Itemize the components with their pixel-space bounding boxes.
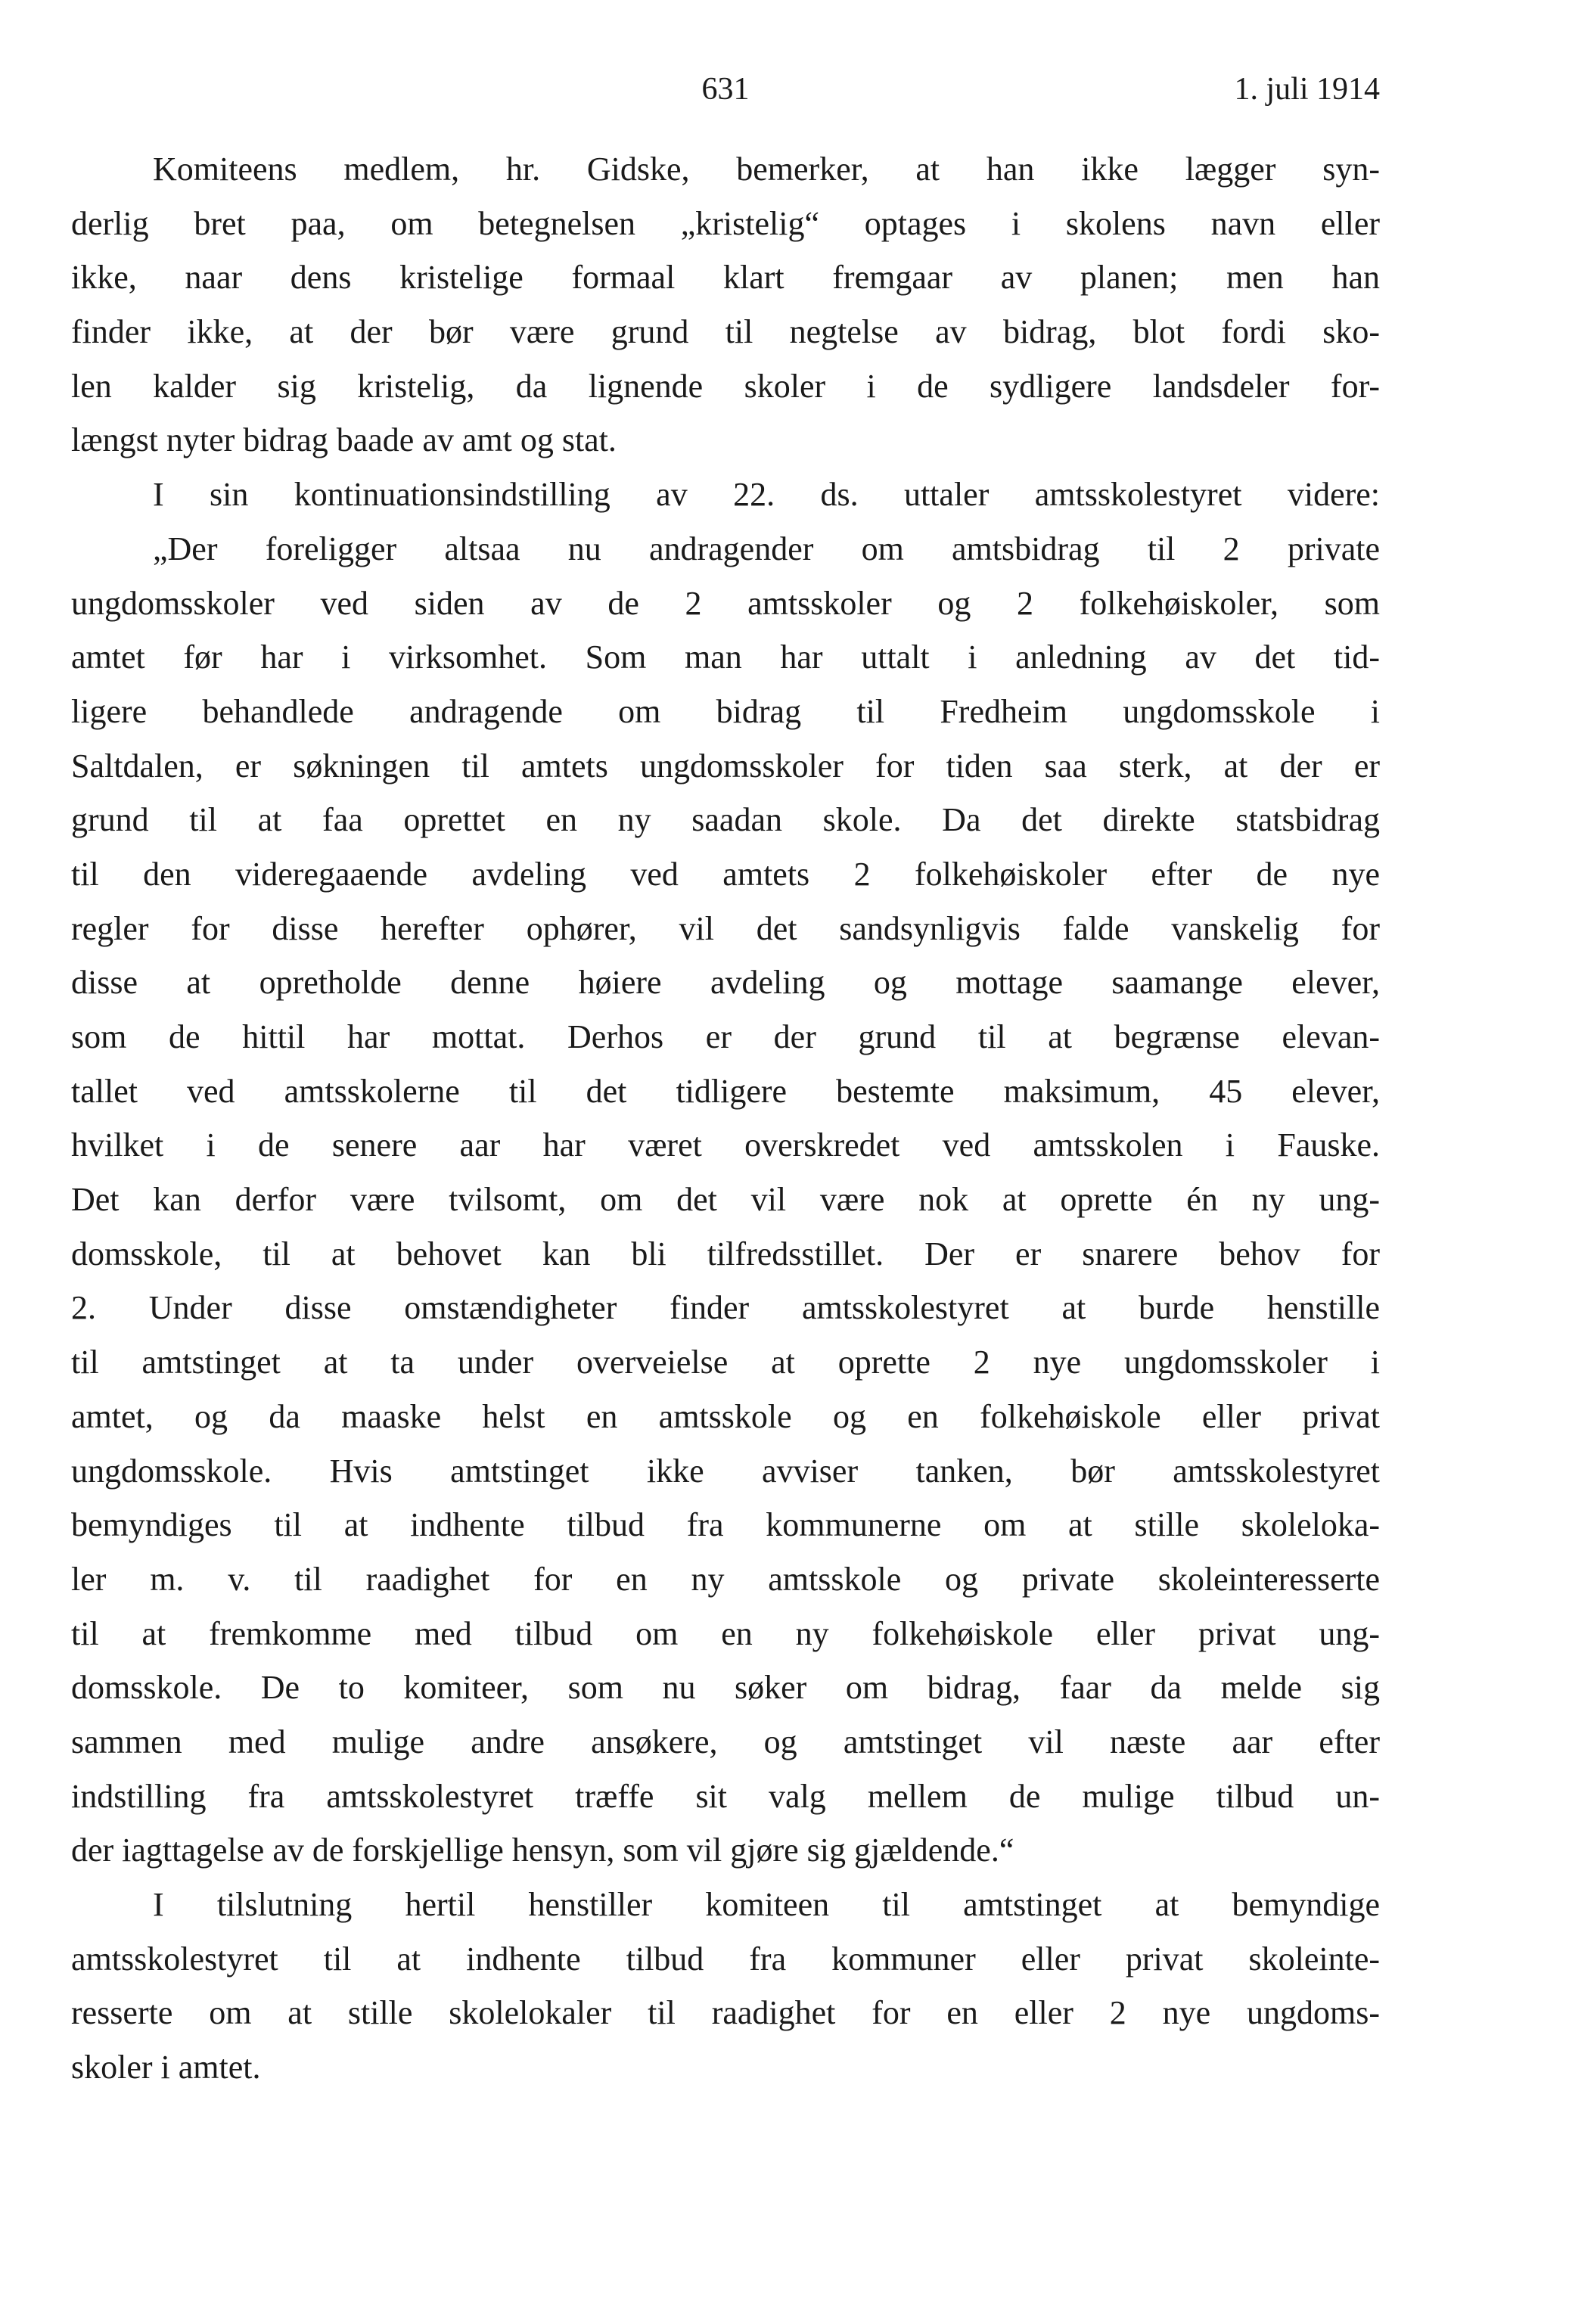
text-line: finder ikke, at der bør være grund til negtelse av bidrag, blot fordi sko- xyxy=(71,313,1380,351)
text-line: sammen med mulige andre ansøkere, og amtstinget vil næste aar efter xyxy=(71,1723,1380,1760)
text-line: 2. Under disse omstændigheter finder amtsskolestyret at burde henstille xyxy=(71,1289,1380,1327)
text-line: som de hittil har mottat. Derhos er der grund til at begrænse elevan- xyxy=(71,1018,1380,1055)
text-line: amtet, og da maaske helst en amtsskole og en folkehøiskole eller privat xyxy=(71,1397,1380,1435)
text-line: til at fremkomme med tilbud om en ny folkehøiskole eller privat ung- xyxy=(71,1614,1380,1652)
text-line: hvilket i de senere aar har været overskredet ved amtsskolen i Fauske. xyxy=(71,1126,1380,1164)
text-line: disse at opretholde denne høiere avdeling og mottage saamange elever, xyxy=(71,964,1380,1002)
text-line: resserte om at stille skolelokaler til raadighet for en eller 2 nye ungdoms- xyxy=(71,1994,1380,2032)
text-line: indstilling fra amtsskolestyret træffe sit valg mellem de mulige tilbud un- xyxy=(71,1777,1380,1815)
text-line: ungdomsskoler ved siden av de 2 amtsskoler og 2 folkehøiskoler, som xyxy=(71,584,1380,622)
text-line: til den videregaaende avdeling ved amtets 2 folkehøiskoler efter de nye xyxy=(71,855,1380,893)
text-line: amtsskolestyret til at indhente tilbud fra kommuner eller privat skoleinte- xyxy=(71,1940,1380,1978)
text-line: Saltdalen, er søkningen til amtets ungdomsskoler for tiden saa sterk, at der er xyxy=(71,747,1380,785)
text-line: Komiteens medlem, hr. Gidske, bemerker, at han ikke lægger syn- xyxy=(153,151,1380,188)
text-line: amtet før har i virksomhet. Som man har uttalt i anledning av det tid- xyxy=(71,638,1380,676)
text-line: grund til at faa oprettet en ny saadan skole. Da det direkte statsbidrag xyxy=(71,801,1380,839)
text-line: der iagttagelse av de forskjellige hensyn, som vil gjøre sig gjældende.“ xyxy=(71,1832,1014,1869)
text-line: Det kan derfor være tvilsomt, om det vil være nok at oprette én ny ung- xyxy=(71,1181,1380,1219)
text-line: „Der foreligger altsaa nu andragender om amtsbidrag til 2 private xyxy=(153,530,1380,567)
text-line: tallet ved amtsskolerne til det tidligere bestemte maksimum, 45 elever, xyxy=(71,1072,1380,1110)
text-line: len kalder sig kristelig, da lignende skoler i de sydligere landsdeler for- xyxy=(71,367,1380,405)
text-line: ungdomsskole. Hvis amtstinget ikke avviser tanken, bør amtsskolestyret xyxy=(71,1452,1380,1490)
text-line: domsskole, til at behovet kan bli tilfredsstillet. Der er snarere behov for xyxy=(71,1235,1380,1272)
body-text xyxy=(71,142,1380,2095)
text-line: ikke, naar dens kristelige formaal klart fremgaar av planen; men han xyxy=(71,259,1380,297)
text-line: I sin kontinuationsindstilling av 22. ds. uttaler amtsskolestyret videre: xyxy=(153,476,1380,514)
text-line: skoler i amtet. xyxy=(71,2049,261,2086)
text-line: ligere behandlede andragende om bidrag til Fredheim ungdomsskole i xyxy=(71,692,1380,730)
text-line: I tilslutning hertil henstiller komiteen til amtstinget at bemyndige xyxy=(153,1886,1380,1923)
text-line: domsskole. De to komiteer, som nu søker om bidrag, faar da melde sig xyxy=(71,1669,1380,1707)
text-line: længst nyter bidrag baade av amt og stat. xyxy=(71,421,617,459)
page-number: 631 xyxy=(701,72,750,107)
text-line: derlig bret paa, om betegnelsen „kristelig“ optages i skolens navn eller xyxy=(71,204,1380,242)
text-line: regler for disse herefter ophører, vil det sandsynligvis falde vanskelig for xyxy=(71,909,1380,947)
text-line: til amtstinget at ta under overveielse at oprette 2 nye ungdomsskoler i xyxy=(71,1344,1380,1381)
page-header xyxy=(71,59,1380,120)
text-line: ler m. v. til raadighet for en ny amtsskole og private skoleinteresserte xyxy=(71,1560,1380,1598)
text-line: bemyndiges til at indhente tilbud fra kommunerne om at stille skoleloka- xyxy=(71,1506,1380,1544)
page-date: 1. juli 1914 xyxy=(1234,72,1380,107)
